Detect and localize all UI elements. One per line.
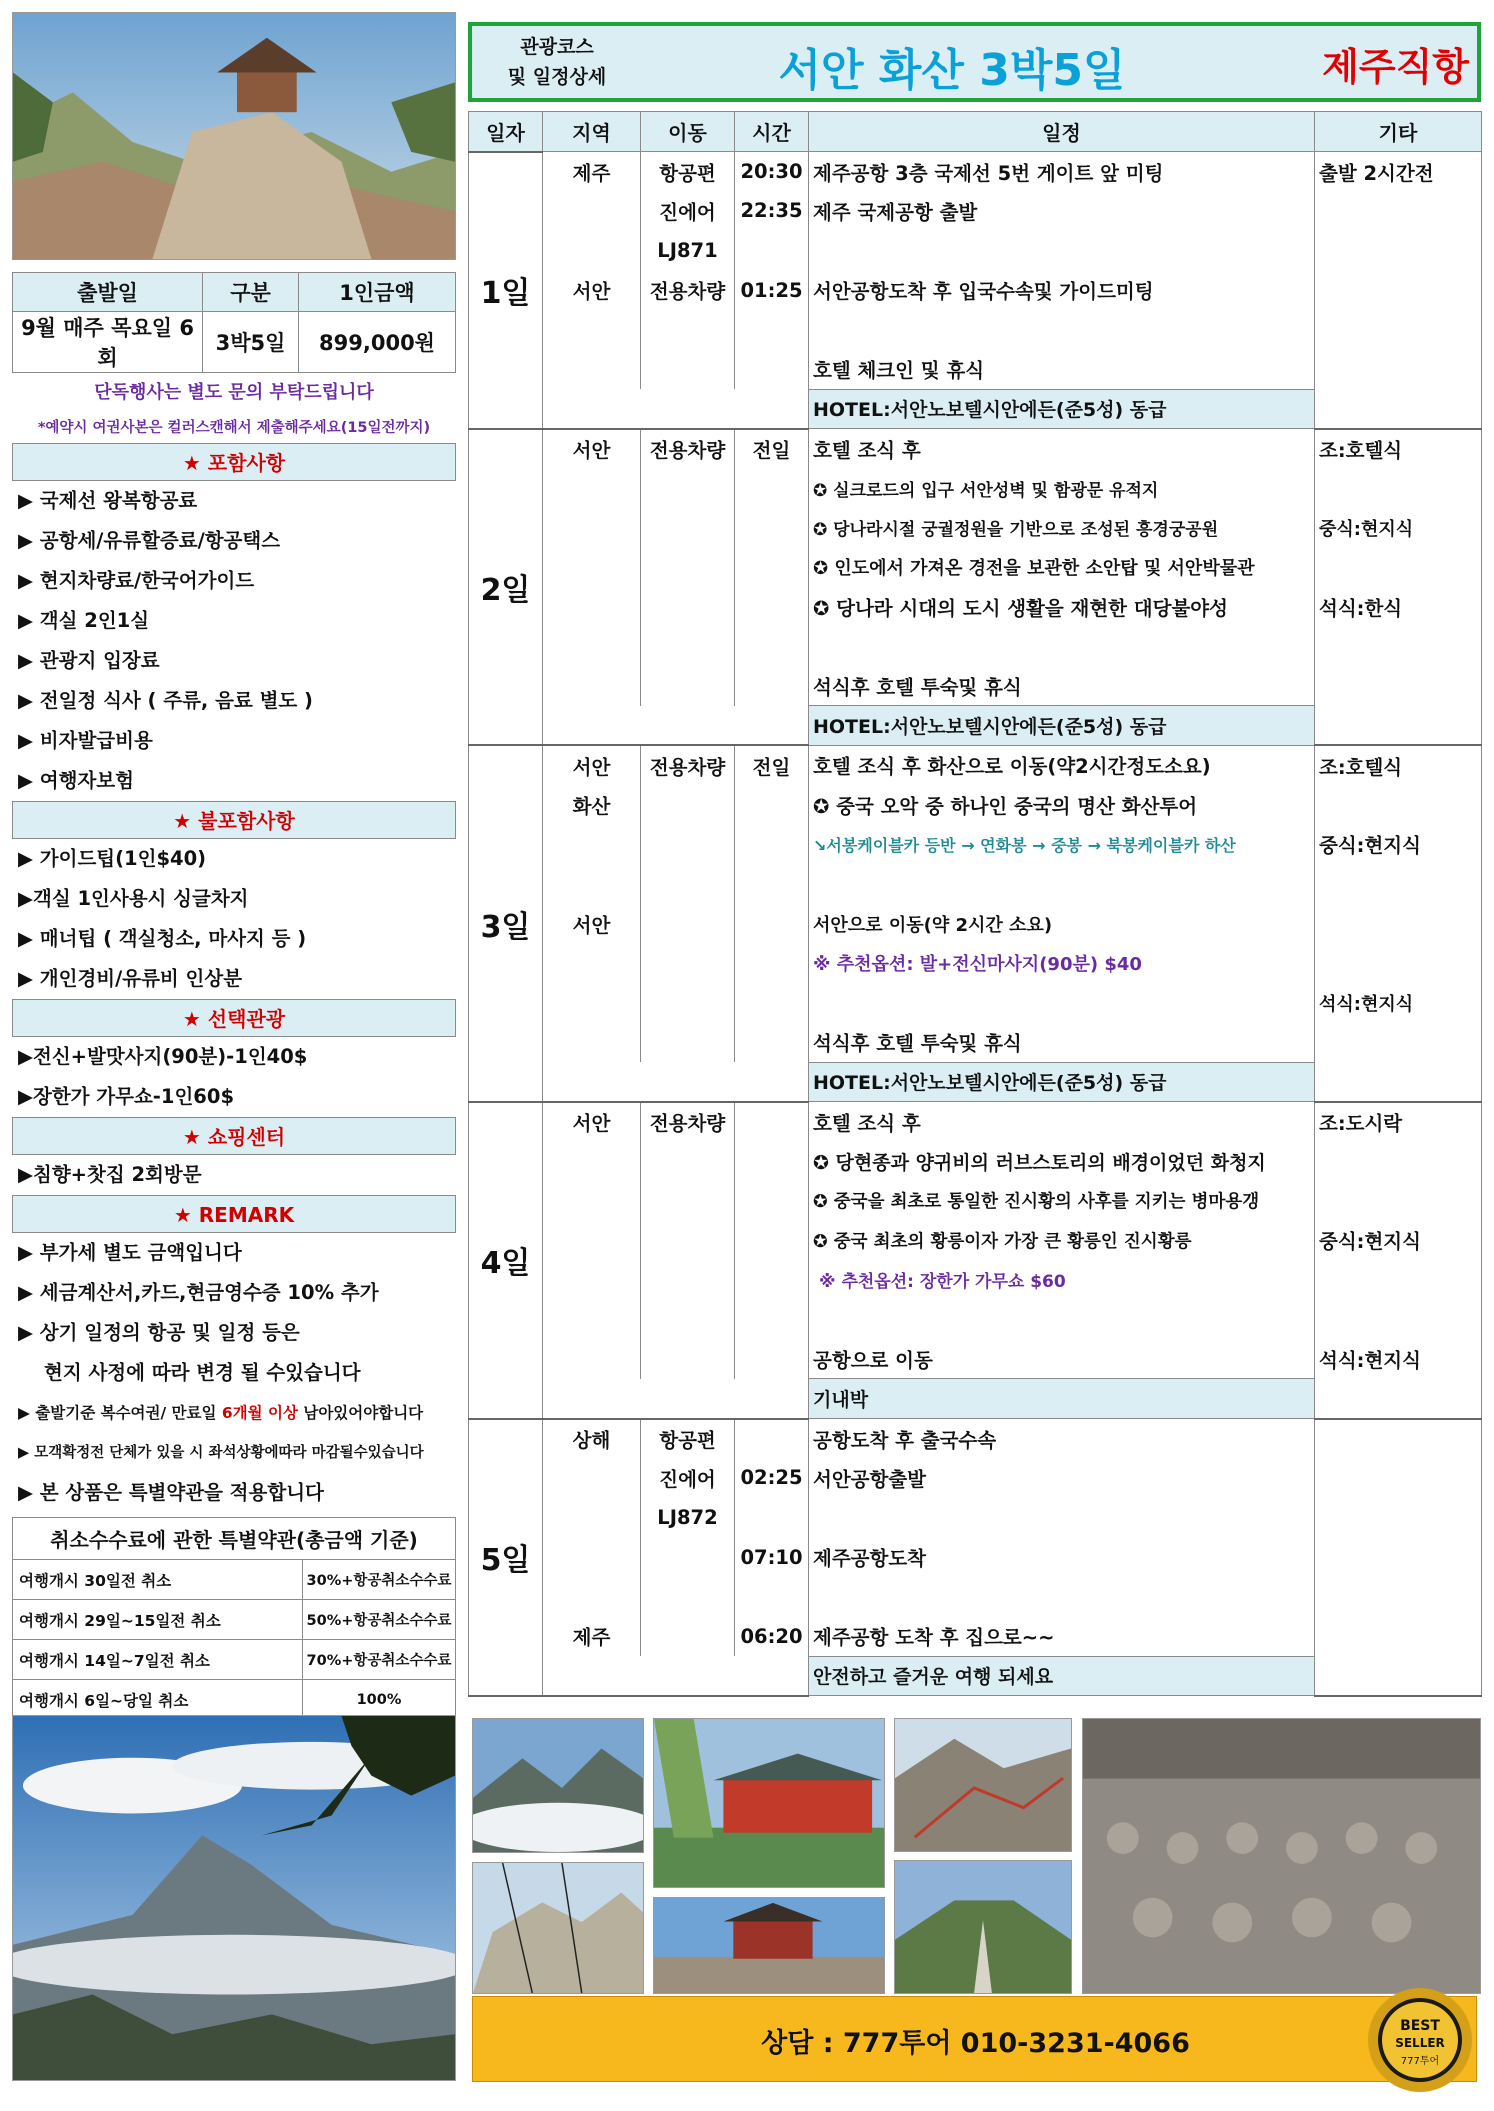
terracotta-warriors-photo — [1082, 1718, 1481, 1994]
transport: 전용차량 — [641, 270, 735, 310]
badge-brand: 777투어 — [1400, 2056, 1440, 2067]
col-type: 구분 — [203, 273, 299, 312]
meal: 중식:현지식 — [1315, 1221, 1482, 1261]
price-value: 899,000원 — [299, 312, 456, 373]
day-4: 4일 — [469, 1102, 543, 1419]
day-5: 5일 — [469, 1419, 543, 1696]
cable-car-photo — [472, 1862, 644, 1994]
consult-contact[interactable]: 상담 : 777투어 010-3231-4066 — [761, 2028, 1190, 2059]
cancel-fee: 30%+항공취소수수료 — [303, 1560, 456, 1600]
list-item: ▶전신+발맛사지(90분)-1인40$ — [18, 1045, 308, 1068]
schedule-item: 서안공항출발 — [809, 1458, 1315, 1498]
list-item: ▶ 가이드팁(1인$40) — [18, 847, 207, 870]
col-etc: 기타 — [1315, 112, 1482, 152]
col-transport: 이동 — [641, 112, 735, 152]
list-item: ▶ 세금계산서,카드,현금영수증 10% 추가 — [18, 1281, 379, 1304]
meal: 석식:현지식 — [1315, 983, 1482, 1023]
list-item: ▶ 개인경비/유류비 인상분 — [18, 967, 243, 990]
transport: 진에어 — [641, 191, 735, 231]
meal: 중식:현지식 — [1315, 508, 1482, 548]
passport-note: *예약시 여권사본은 컬러스캔해서 제출해주세요(15일전까지) — [37, 420, 431, 436]
transport: 항공편 — [641, 152, 735, 192]
list-item: ▶장한가 가무쇼-1인60$ — [18, 1085, 235, 1108]
schedule-item: ✪ 중국 오악 중 하나인 중국의 명산 화산투어 — [809, 785, 1315, 825]
col-region: 지역 — [543, 112, 641, 152]
cancel-when: 여행개시 29일~15일전 취소 — [13, 1600, 303, 1640]
time: 22:35 — [735, 191, 809, 231]
pavilion-photo — [12, 12, 456, 260]
region: 서안 — [543, 904, 641, 944]
transport: 전용차량 — [641, 1102, 735, 1142]
region: 제주 — [543, 152, 641, 192]
schedule-item: 공항도착 후 출국수속 — [809, 1419, 1315, 1459]
course-label — [492, 32, 622, 92]
list-item: ▶ 비자발급비용 — [18, 729, 153, 752]
schedule-item: 제주공항 도착 후 집으로~~ — [809, 1616, 1315, 1656]
page-title: 서안 화산 3박5일 — [778, 45, 1126, 96]
schedule-item: ✪ 인도에서 가져온 경전을 보관한 소안탑 및 서안박물관 — [809, 547, 1315, 587]
transport: 항공편 — [641, 1419, 735, 1459]
meal: 조:도시락 — [1315, 1102, 1482, 1142]
transport: 전용차량 — [641, 429, 735, 469]
region: 서안 — [543, 270, 641, 310]
list-item: ▶침향+찻집 2회방문 — [18, 1163, 202, 1186]
list-item: 현지 사정에 따라 변경 될 수있습니다 — [44, 1361, 361, 1384]
list-item: ▶ 매너팁 ( 객실청소, 마사지 등 ) — [18, 927, 307, 950]
list-item: ▶ 현지차량료/한국어가이드 — [18, 569, 255, 592]
flight-number: LJ871 — [641, 231, 735, 271]
region: 서안 — [543, 745, 641, 785]
shopping-header: ★ 쇼핑센터 — [12, 1117, 456, 1155]
left-column — [12, 272, 456, 1720]
huashan-cloud-photo — [472, 1718, 644, 1853]
passport-expiry-post: 남아있어야합니다 — [297, 1404, 424, 1422]
consult-bar — [472, 1996, 1477, 2082]
meal: 조:호텔식 — [1315, 745, 1482, 785]
col-schedule: 일정 — [809, 112, 1315, 152]
time: 06:20 — [735, 1616, 809, 1656]
schedule-item: 제주공항도착 — [809, 1537, 1315, 1577]
hotel-row: HOTEL:서안노보텔시안에든(준5성) 동급 — [809, 1062, 1315, 1102]
list-item: ▶ 여행자보험 — [18, 769, 134, 792]
schedule-item: ✪ 당현종과 양귀비의 러브스토리의 배경이었던 화청지 — [809, 1141, 1315, 1181]
schedule-item: 호텔 조식 후 — [809, 1102, 1315, 1142]
farewell-row: 안전하고 즐거운 여행 되세요 — [809, 1656, 1315, 1696]
type-value: 3박5일 — [203, 312, 299, 373]
transport: 전용차량 — [641, 745, 735, 785]
col-day: 일자 — [469, 112, 543, 152]
recommended-option-text: ※ 추천옵션: 장한가 가무쇼 $60 — [819, 1272, 1066, 1293]
time: 전일 — [735, 429, 809, 469]
time: 02:25 — [735, 1458, 809, 1498]
excluded-header: ★ 불포함사항 — [12, 801, 456, 839]
col-time: 시간 — [735, 112, 809, 152]
cancel-when: 여행개시 14일~7일전 취소 — [13, 1640, 303, 1680]
schedule-item: 제주 국제공항 출발 — [809, 191, 1315, 231]
palace-garden-photo — [653, 1718, 885, 1888]
departure-info-table — [12, 272, 456, 373]
transport: 진에어 — [641, 1458, 735, 1498]
terms-note: ▶ 본 상품은 특별약관을 적용합니다 — [18, 1481, 324, 1504]
hotel-row: HOTEL:서안노보텔시안에든(준5성) 동급 — [809, 706, 1315, 746]
hotel-row: HOTEL:서안노보텔시안에든(준5성) 동급 — [809, 389, 1315, 429]
best-seller-badge — [1366, 1986, 1474, 2094]
recommended-option — [809, 943, 1315, 983]
badge-best: BEST — [1400, 2018, 1440, 2034]
city-wall-photo — [653, 1897, 885, 1994]
region: 서안 — [543, 429, 641, 469]
day-1: 1일 — [469, 152, 543, 429]
course-label-line1: 관광코스 — [520, 36, 594, 58]
region: 상해 — [543, 1419, 641, 1459]
cancel-fee: 100% — [303, 1680, 456, 1720]
schedule-item: 석식후 호텔 투숙및 휴식 — [809, 666, 1315, 706]
schedule-item: 호텔 조식 후 화산으로 이동(약2시간정도소요) — [809, 745, 1315, 785]
optional-tour-header: ★ 선택관광 — [12, 999, 456, 1037]
schedule-item: ✪ 중국을 최초로 통일한 진시황의 사후를 지키는 병마용갱 — [809, 1181, 1315, 1221]
day-2: 2일 — [469, 429, 543, 746]
flight-number: LJ872 — [641, 1498, 735, 1538]
meal: 석식:한식 — [1315, 587, 1482, 627]
passport-expiry-note — [12, 1393, 456, 1433]
meal: 석식:현지식 — [1315, 1339, 1482, 1379]
private-tour-note: 단독행사는 별도 문의 부탁드립니다 — [94, 382, 374, 403]
included-header: ★ 포함사항 — [12, 443, 456, 481]
region: 서안 — [543, 1102, 641, 1142]
cable-car-route-text: ↘서봉케이블카 등반 → 연화봉 → 중봉 → 북봉케이블카 하산 — [813, 835, 1236, 855]
list-item: ▶ 상기 일정의 항공 및 일정 등은 — [18, 1321, 300, 1344]
list-item: ▶ 국제선 왕복항공료 — [18, 489, 198, 512]
mausoleum-photo — [894, 1860, 1072, 1994]
schedule-item: ✪ 당나라 시대의 도시 생활을 재현한 대당불야성 — [809, 587, 1315, 627]
list-item: ▶객실 1인사용시 싱글차지 — [18, 887, 249, 910]
meal: 중식:현지식 — [1315, 825, 1482, 865]
departure-value: 9월 매주 목요일 6회 — [13, 312, 203, 373]
col-price: 1인금액 — [299, 273, 456, 312]
list-item: ▶ 전일정 식사 ( 주류, 음료 별도 ) — [18, 689, 313, 712]
cable-car-route — [809, 825, 1315, 865]
schedule-item: ✪ 실크로드의 입구 서안성벽 및 함광문 유적지 — [809, 468, 1315, 508]
cancel-fee: 70%+항공취소수수료 — [303, 1640, 456, 1680]
title-box — [468, 22, 1481, 102]
list-item: ▶ 공항세/유류할증료/항공택스 — [18, 529, 281, 552]
remark-header: ★ REMARK — [12, 1195, 456, 1233]
time: 07:10 — [735, 1537, 809, 1577]
schedule-item: ✪ 중국 최초의 황릉이자 가장 큰 황릉인 진시황릉 — [809, 1221, 1315, 1261]
direct-flight-label: 제주직항 — [1322, 45, 1469, 89]
schedule-item: 공항으로 이동 — [809, 1339, 1315, 1379]
schedule-item: 호텔 체크인 및 휴식 — [809, 349, 1315, 389]
col-departure: 출발일 — [13, 273, 203, 312]
cancel-when: 여행개시 30일전 취소 — [13, 1560, 303, 1600]
list-item: ▶ 객실 2인1실 — [18, 609, 150, 632]
meal: 조:호텔식 — [1315, 429, 1482, 469]
recommended-option — [809, 1260, 1315, 1300]
time: 20:30 — [735, 152, 809, 192]
cancel-fee: 50%+항공취소수수료 — [303, 1600, 456, 1640]
badge-seller: SELLER — [1395, 2036, 1445, 2050]
list-item: ▶ 부가세 별도 금액입니다 — [18, 1241, 242, 1264]
schedule-item: 호텔 조식 후 — [809, 429, 1315, 469]
day-3: 3일 — [469, 745, 543, 1101]
schedule-item: 제주공항 3층 국제선 5번 게이트 앞 미팅 — [809, 152, 1315, 192]
course-label-line2: 및 일정상세 — [507, 66, 607, 88]
itinerary-table — [468, 111, 1482, 1697]
in-flight-night: 기내박 — [809, 1379, 1315, 1419]
cliff-path-photo — [894, 1718, 1072, 1852]
region: 화산 — [543, 785, 641, 825]
mountain-pine-photo — [12, 1715, 456, 2081]
min-group-note: ▶ 모객확정전 단체가 있을 시 좌석상황에따라 마감될수있습니다 — [18, 1445, 424, 1461]
time: 01:25 — [735, 270, 809, 310]
schedule-item: ✪ 당나라시절 궁궐정원을 기반으로 조성된 흥경궁공원 — [809, 508, 1315, 548]
cancel-fee-title: 취소수수료에 관한 특별약관(총금액 기준) — [13, 1518, 456, 1560]
time: 전일 — [735, 745, 809, 785]
region: 제주 — [543, 1616, 641, 1656]
schedule-item: 서안으로 이동(약 2시간 소요) — [809, 904, 1315, 944]
cancel-when: 여행개시 6일~당일 취소 — [13, 1680, 303, 1720]
cancel-fee-table — [12, 1517, 456, 1720]
passport-expiry-pre: ▶ 출발기준 복수여권/ 만료일 — [18, 1404, 222, 1422]
list-item: ▶ 관광지 입장료 — [18, 649, 160, 672]
schedule-item: 석식후 호텔 투숙및 휴식 — [809, 1023, 1315, 1063]
etc: 출발 2시간전 — [1315, 152, 1482, 192]
recommended-option-text: ※ 추천옵션: 발+전신마사지(90분) $40 — [813, 954, 1142, 976]
passport-expiry-red: 6개월 이상 — [221, 1404, 298, 1422]
schedule-item: 서안공항도착 후 입국수속및 가이드미팅 — [809, 270, 1315, 310]
included-list — [12, 481, 456, 801]
excluded-list — [12, 839, 456, 999]
